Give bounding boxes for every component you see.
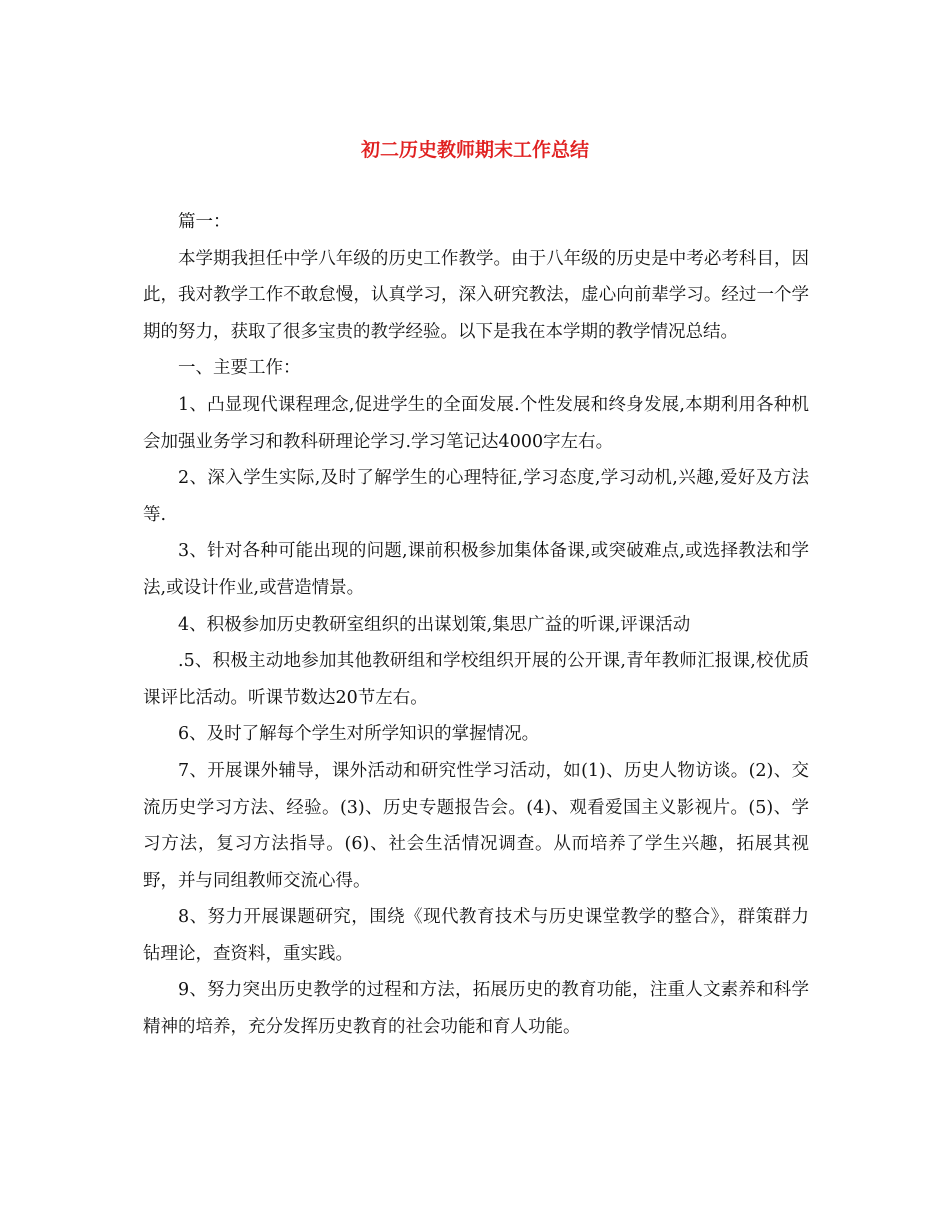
paragraph-heading-main-work: 一、主要工作： — [178, 358, 301, 379]
paragraph-item-3: 3、针对各种可能出现的问题,课前积极参加集体备课,或突破难点,或选择教法和学法,或设计作业,或营造情景。 — [143, 541, 809, 598]
paragraph-item-5: .5、积极主动地参加其他教研组和学校组织开展的公开课,青年教师汇报课,校优质课评比活动。听课节数达20节左右。 — [143, 651, 809, 708]
paragraph-item-1: 1、凸显现代课程理念,促进学生的全面发展.个性发展和终身发展,本期利用各种机会加强业务学习和教科研理论学习.学习笔记达4000字左右。 — [143, 394, 809, 452]
paragraph-section-label: 篇一： — [178, 212, 231, 232]
paragraph-item-7: 7、开展课外辅导，课外活动和研究性学习活动，如(1)、历史人物访谈。(2)、交流历史学习方法、经验。(3)、历史专题报告会。(4)、观看爱国主义影视片。(5)、学习方法，复习方法指导。(6)、社会生活情况调查。从而培养了学生兴趣，拓展其视野，并与同组教师交流心得。 — [143, 760, 809, 891]
document-body — [143, 204, 809, 1046]
paragraph-item-2: 2、深入学生实际,及时了解学生的心理特征,学习态度,学习动机,兴趣,爱好及方法等. — [143, 468, 809, 525]
paragraph-intro: 本学期我担任中学八年级的历史工作教学。由于八年级的历史是中考必考科目，因此，我对教学工作不敢怠慢，认真学习，深入研究教法，虚心向前辈学习。经过一个学期的努力，获取了很多宝贵的教学经验。以下是我在本学期的教学情况总结。 — [143, 248, 809, 342]
paragraph-item-6: 6、及时了解每个学生对所学知识的掌握情况。 — [178, 724, 540, 745]
page-title: 初二历史教师期末工作总结 — [360, 139, 589, 161]
paragraph-item-4: 4、积极参加历史教研室组织的出谋划策,集思广益的听课,评课活动 — [178, 614, 691, 635]
paragraph-item-8: 8、努力开展课题研究，围绕《现代教育技术与历史课堂教学的整合》，群策群力钻理论，查资料，重实践。 — [143, 907, 809, 964]
paragraph-item-9: 9、努力突出历史教学的过程和方法，拓展历史的教育功能，注重人文素养和科学精神的培养，充分发挥历史教育的社会功能和育人功能。 — [143, 980, 809, 1038]
